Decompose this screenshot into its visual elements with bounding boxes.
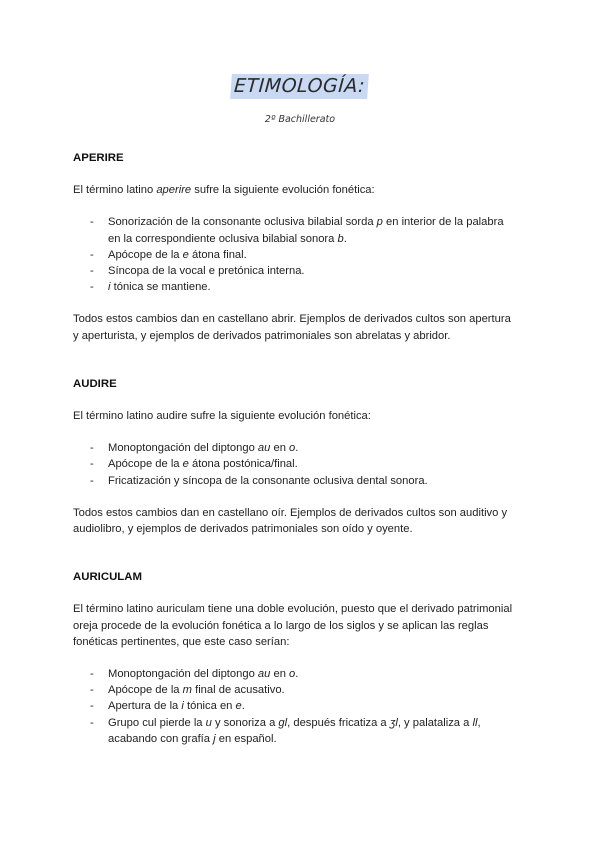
list-item: - Monoptongación del diptongo au en o. (73, 666, 513, 682)
section-intro-auriculam: El término latino auriculam tiene una doble evolución, puesto que el derivado patrimonial oreja procede de la evolución fonética a lo largo de los siglos y se aplican las reglas fonéticas pertinentes, que este caso serían: (73, 603, 513, 648)
bullet-dash: - (90, 248, 94, 261)
page-subtitle: 2º Bachillerato (264, 114, 336, 125)
bullet-dash: - (90, 442, 94, 455)
bullet-dash: - (90, 458, 94, 471)
section-intro-aperire: El término latino aperire sufre la siguiente evolución fonética: (73, 184, 375, 197)
list-item: - Apertura de la i tónica en e. (73, 698, 513, 714)
list-item: - Sonorización de la consonante oclusiva bilabial sorda p en interior de la palabra en la correspondiente oclusiva bilabial sonora b. (90, 216, 504, 245)
list-item: - Fricatización y síncopa de la consonante oclusiva dental sonora. (73, 473, 513, 489)
list-item: - Apócope de la e átona final. (73, 247, 513, 263)
bullet-dash: - (90, 216, 94, 229)
bullet-dash: - (90, 474, 94, 487)
list-item: - Monoptongación del diptongo au en o. (73, 440, 513, 456)
bullet-dash: - (90, 281, 94, 294)
evolution-list-aperire (73, 214, 513, 295)
list-item: - i tónica se mantiene. (73, 279, 513, 295)
list-item: - Síncopa de la vocal e pretónica interna. (73, 263, 513, 279)
evolution-list-auriculam (73, 666, 513, 747)
page-title: ETIMOLOGÍA: (231, 74, 370, 99)
section-intro-audire: El término latino audire sufre la siguiente evolución fonética: (73, 410, 371, 423)
bullet-dash: - (90, 716, 94, 729)
section-heading-audire: AUDIRE (73, 377, 117, 390)
list-item: - Grupo cul pierde la u y sonoriza a gl, después fricatiza a ʒl, y palataliza a ll, acabando con grafía j en español. (90, 716, 481, 745)
section-heading-aperire: APERIRE (73, 152, 124, 164)
bullet-dash: - (90, 668, 94, 681)
list-item: - Apócope de la m final de acusativo. (73, 682, 513, 698)
bullet-dash: - (90, 700, 94, 713)
section-heading-auriculam: AURICULAM (73, 571, 142, 584)
bullet-dash: - (90, 265, 94, 278)
evolution-list-audire (73, 440, 513, 489)
section-conclusion-audire: Todos estos cambios dan en castellano oír. Ejemplos de derivados cultos son auditivo y audiolibro, y ejemplos de derivados patrimoniales son oído y oyente. (73, 506, 508, 536)
section-conclusion-aperire: Todos estos cambios dan en castellano abrir. Ejemplos de derivados cultos son apertura y aperturista, y ejemplos de derivados patrimoniales son abrelatas y abridor. (73, 313, 511, 342)
bullet-dash: - (90, 684, 94, 697)
document-body (73, 150, 513, 747)
list-item: - Apócope de la e átona postónica/final. (73, 456, 513, 472)
title-container (0, 74, 600, 99)
